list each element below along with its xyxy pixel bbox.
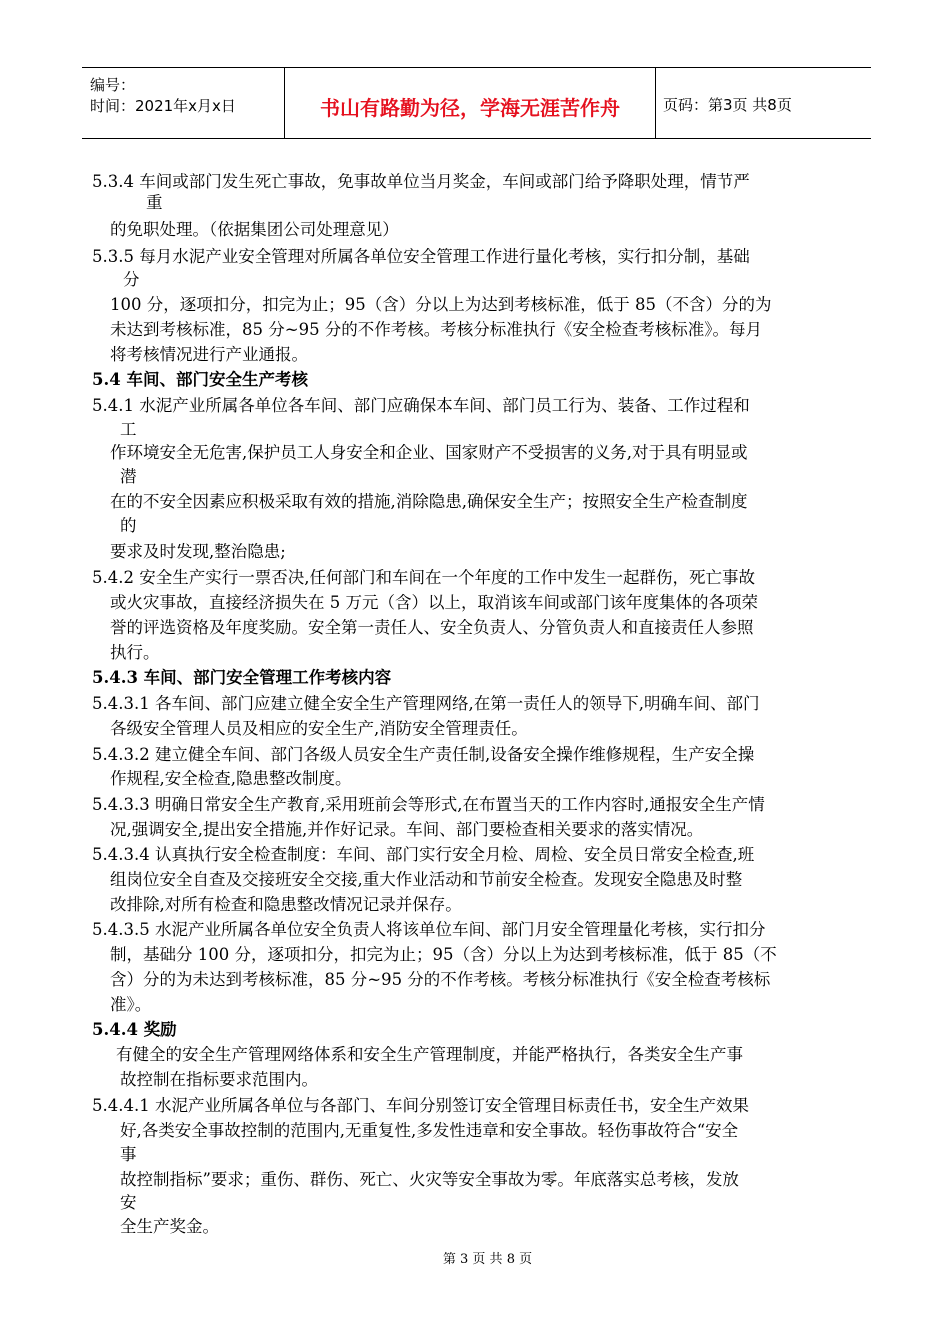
section-heading-5-4: 5.4 车间、部门安全生产考核 <box>92 370 308 389</box>
header-page-number: 页码：第3页 共8页 <box>663 96 792 114</box>
body-line: 好,各类安全事故控制的范围内,无重复性,多发性违章和安全事故。轻伤事故符合“安全 <box>120 1121 739 1140</box>
body-line: 制，基础分 100 分，逐项扣分，扣完为止；95（含）分以上为达到考核标准，低于 85（不 <box>110 945 777 964</box>
body-line: 故控制在指标要求范围内。 <box>120 1070 318 1089</box>
body-line: 故控制指标”要求；重伤、群伤、死亡、火灾等安全事故为零。年底落实总考核，发放 <box>120 1170 739 1189</box>
document-date-label: 时间：2021年x月x日 <box>90 97 236 115</box>
body-line: 誉的评选资格及年度奖励。安全第一责任人、安全负责人、分管负责人和直接责任人参照 <box>110 618 754 637</box>
body-line: 执行。 <box>110 643 160 662</box>
body-line: 5.3.5 每月水泥产业安全管理对所属各单位安全管理工作进行量化考核，实行扣分制，基础 <box>92 247 750 266</box>
body-line: 5.4.1 水泥产业所属各单位各车间、部门应确保本车间、部门员工行为、装备、工作过程和 <box>92 396 750 415</box>
body-line: 5.4.2 安全生产实行一票否决,任何部门和车间在一个年度的工作中发生一起群伤，死亡事故 <box>92 568 755 587</box>
body-line: 改排除,对所有检查和隐患整改情况记录并保存。 <box>110 895 462 914</box>
body-line: 5.4.3.1 各车间、部门应建立健全安全生产管理网络,在第一责任人的领导下,明确车间、部门 <box>92 694 760 713</box>
body-line: 100 分，逐项扣分，扣完为止；95（含）分以上为达到考核标准，低于 85（不含）分的为 <box>110 295 772 314</box>
body-line: 5.4.3.3 明确日常安全生产教育,采用班前会等形式,在布置当天的工作内容时,通报安全生产情 <box>92 795 765 814</box>
body-line: 组岗位安全自查及交接班安全交接,重大作业活动和节前安全检查。发现安全隐患及时整 <box>110 870 743 889</box>
body-line: 分 <box>123 270 140 289</box>
section-heading-5-4-3: 5.4.3 车间、部门安全管理工作考核内容 <box>92 668 392 687</box>
body-line: 工 <box>120 420 137 439</box>
body-line: 将考核情况进行产业通报。 <box>110 345 308 364</box>
body-line: 5.4.4.1 水泥产业所属各单位与各部门、车间分别签订安全管理目标责任书，安全生产效果 <box>92 1096 749 1115</box>
body-line: 5.4.3.2 建立健全车间、部门各级人员安全生产责任制,设备安全操作维修规程，生产安全操 <box>92 745 755 764</box>
header-motto: 书山有路勤为径，学海无涯苦作舟 <box>320 96 620 120</box>
body-line: 或火灾事故，直接经济损失在 5 万元（含）以上，取消该车间或部门该年度集体的各项荣 <box>110 593 758 612</box>
page-footer: 第 3 页 共 8 页 <box>442 1252 533 1267</box>
body-line: 5.3.4 车间或部门发生死亡事故，免事故单位当月奖金，车间或部门给予降职处理，情节严 <box>92 172 750 191</box>
body-line: 潜 <box>120 467 137 486</box>
section-heading-5-4-4: 5.4.4 奖励 <box>92 1020 177 1039</box>
body-line: 况,强调安全,提出安全措施,并作好记录。车间、部门要检查相关要求的落实情况。 <box>110 820 704 839</box>
body-line: 5.4.3.5 水泥产业所属各单位安全负责人将该单位车间、部门月安全管理量化考核，实行扣分 <box>92 920 766 939</box>
body-line: 各级安全管理人员及相应的安全生产,消防安全管理责任。 <box>110 719 528 738</box>
body-line: 全生产奖金。 <box>120 1217 219 1236</box>
body-line: 重 <box>146 193 163 212</box>
document-number-label: 编号： <box>90 76 136 94</box>
body-line: 作环境安全无危害,保护员工人身安全和企业、国家财产不受损害的义务,对于具有明显或 <box>110 443 748 462</box>
body-line: 未达到考核标准，85 分~95 分的不作考核。考核分标准执行《安全检查考核标准》。每月 <box>110 320 763 339</box>
body-line: 安 <box>120 1193 137 1212</box>
body-line: 准》。 <box>110 995 152 1014</box>
body-line: 5.4.3.4 认真执行安全检查制度：车间、部门实行安全月检、周检、安全员日常安全检查,班 <box>92 845 755 864</box>
body-line: 的 <box>120 516 137 535</box>
body-line: 事 <box>120 1145 137 1164</box>
body-line: 有健全的安全生产管理网络体系和安全生产管理制度，并能严格执行，各类安全生产事 <box>116 1045 743 1064</box>
body-line: 要求及时发现,整治隐患; <box>110 542 286 561</box>
body-line: 含）分的为未达到考核标准，85 分~95 分的不作考核。考核分标准执行《安全检查考核标 <box>110 970 771 989</box>
body-line: 的免职处理。（依据集团公司处理意见） <box>110 220 399 239</box>
body-line: 作规程,安全检查,隐患整改制度。 <box>110 769 352 788</box>
body-line: 在的不安全因素应积极采取有效的措施,消除隐患,确保安全生产；按照安全生产检查制度 <box>110 492 748 511</box>
